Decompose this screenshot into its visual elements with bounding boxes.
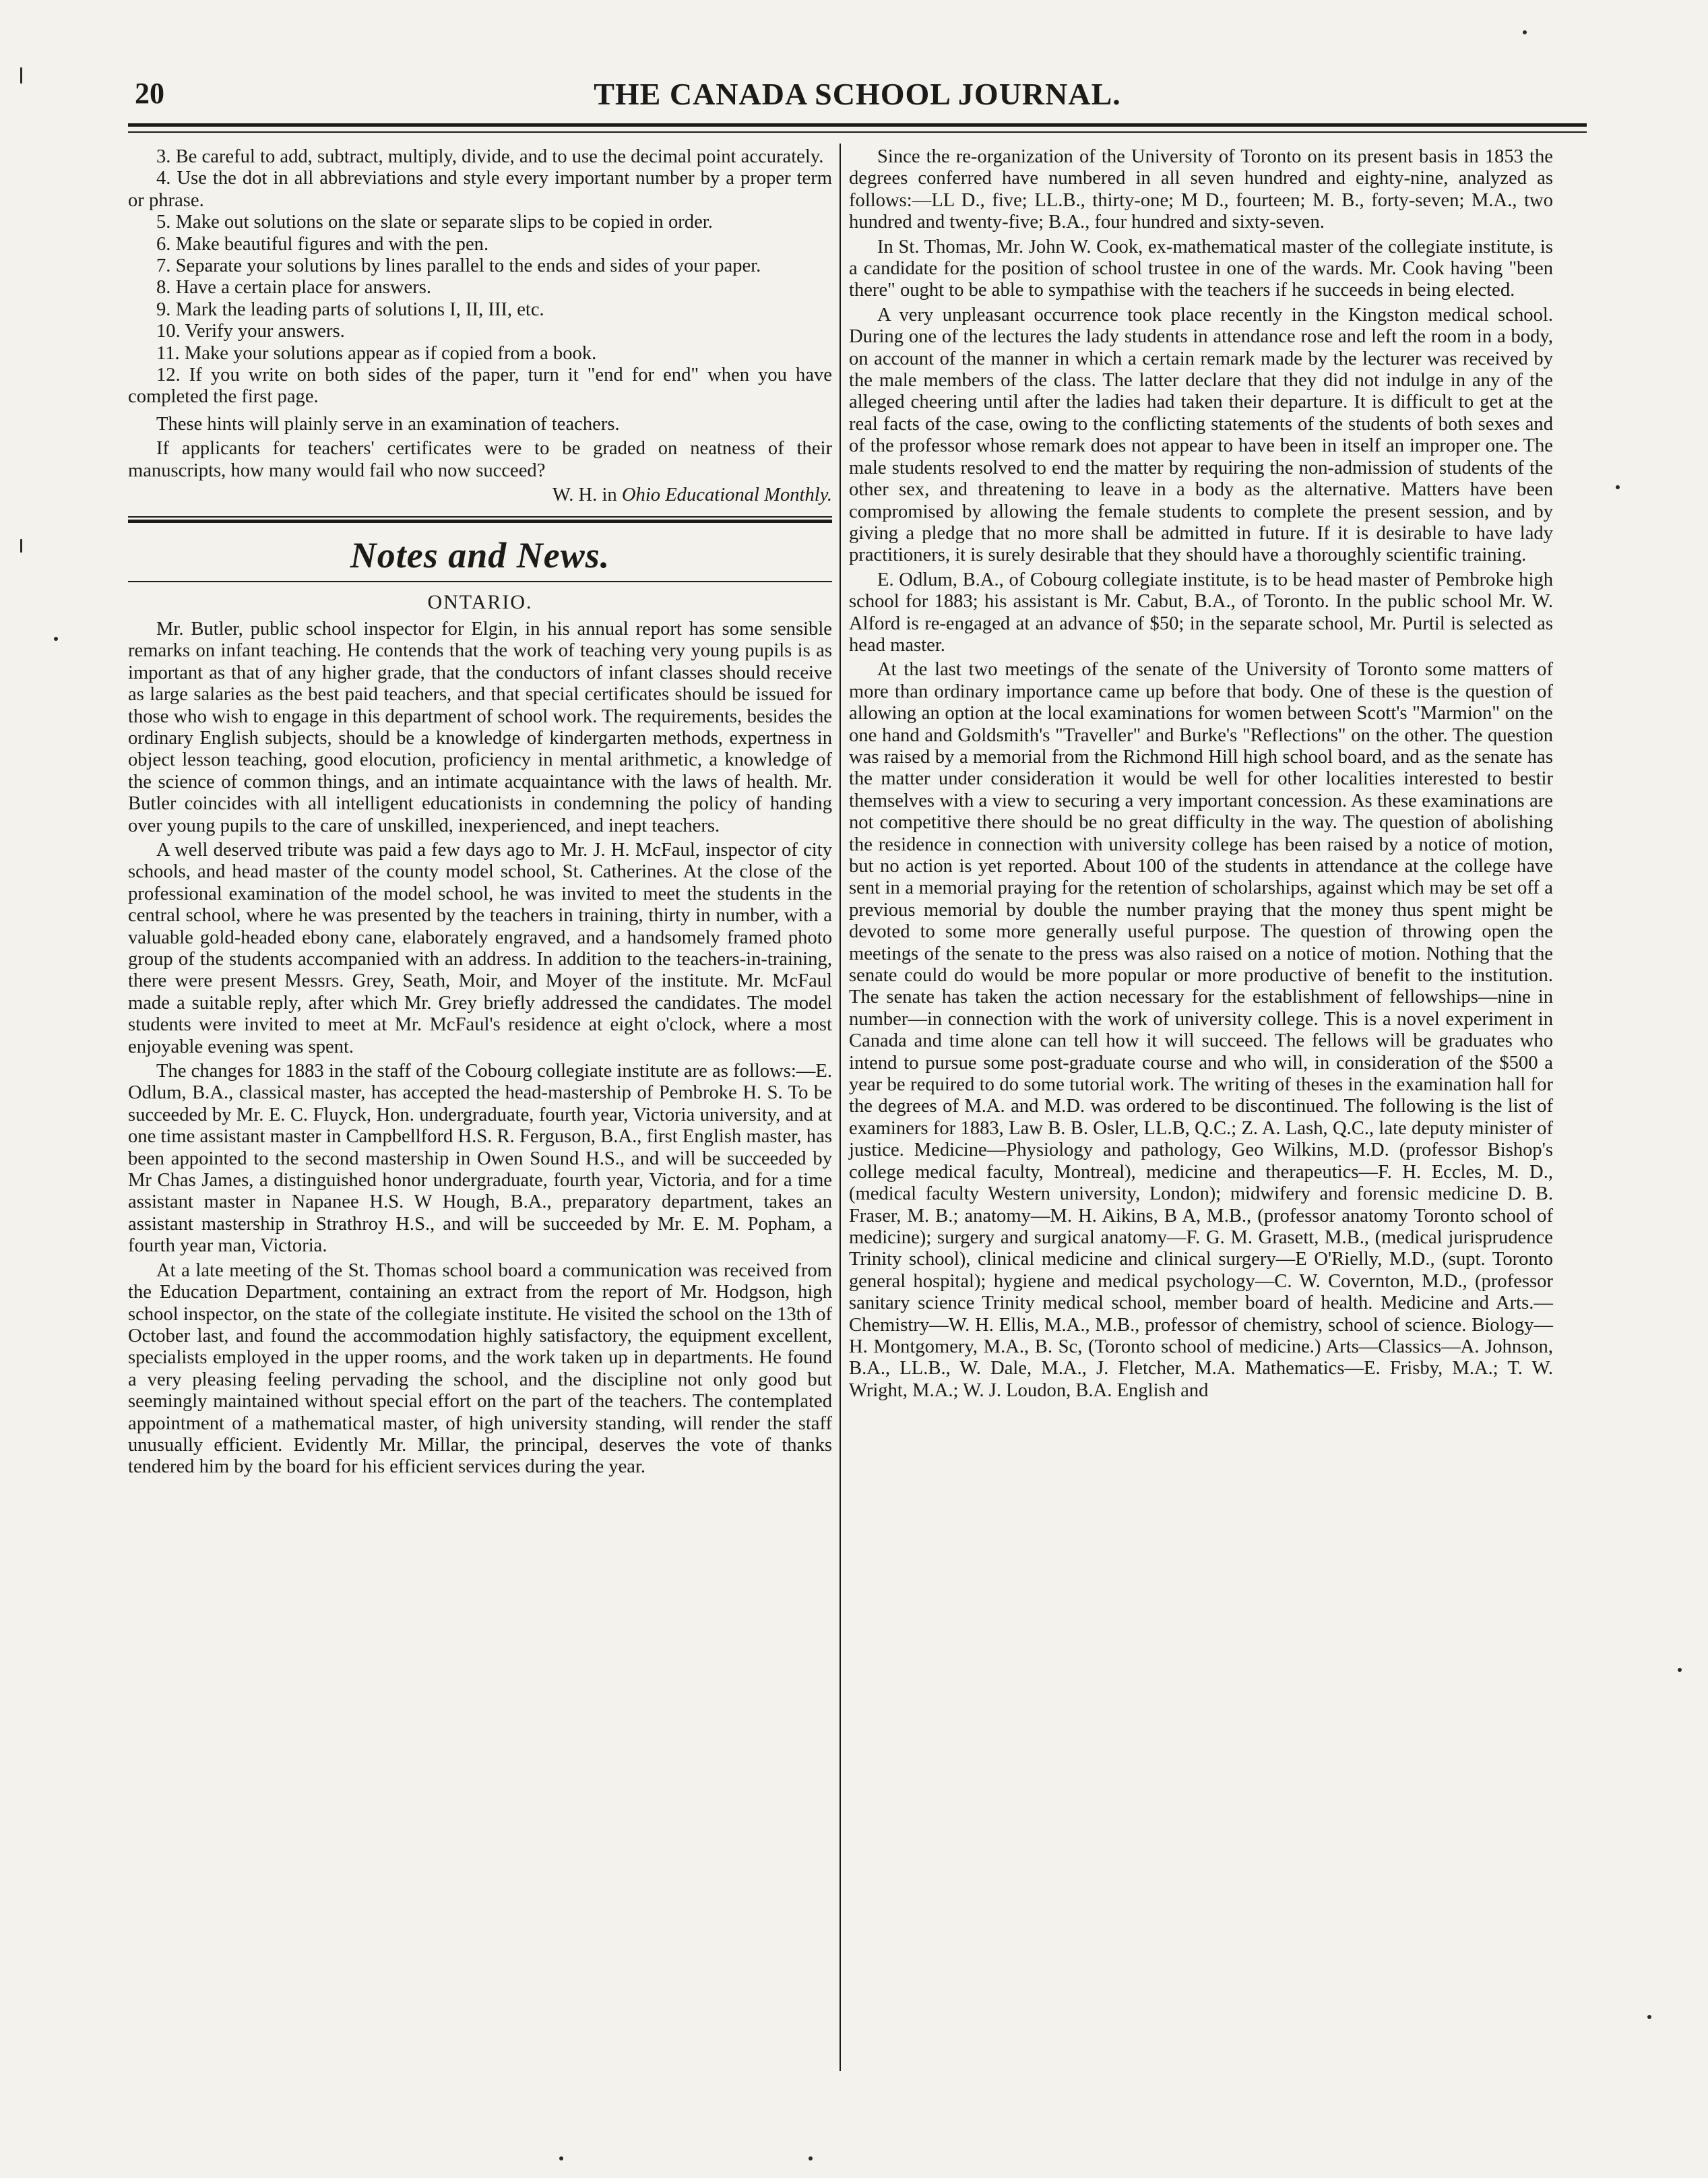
header-rule-thin: [128, 131, 1587, 133]
scan-speck: [1523, 30, 1527, 34]
news-paragraph: At the last two meetings of the senate of the University of Toronto some matters of more than ordinary importance came up before that body. One of these is the question of allowing an option at the local examinations for women between Scott's "Marmion" on the one hand and Goldsmith's "Traveller" and Burke's "Reflections" on the other. The question was raised by a memorial from the Richmond Hill high school board, and as the senate has the matter under consideration it would be well for other localities interested to bestir themselves with a view to securing a very important concession. As these examinations are not competitive there should be no great difficulty in the way. The question of abolishing the residence in connection with university college has been raised by a notice of motion, but no action is yet reported. About 100 of the students in attendance at the college have sent in a memorial praying for the retention of scholarships, against which may be set off a previous memorial by double the number praying that the money thus spent might be devoted to some more generally useful purpose. The question of throwing open the meetings of the senate to the press was also raised on a notice of motion. Nothing that the senate could do would be more popular or more productive of benefit to the institution. The senate has taken the action necessary for the establishment of fellowships—nine in number—in connection with the work of university college. This is a novel experiment in Canada and time alone can tell how it will succeed. The fellows will be graduates who intend to pursue some post-graduate course and who will, in consideration of the $500 a year be required to do some tutorial work. The writing of theses in the examination hall for the degrees of M.A. and M.D. was ordered to be discontinued. The following is the list of examiners for 1883, Law B. B. Osler, LL.B, Q.C.; Z. A. Lash, Q.C., late deputy minister of justice. Medicine—Physiology and pathology, Geo Wilkins, M.D. (professor Bishop's college medical faculty, Montreal), medicine and therapeutics—F. H. Eccles, M. D., (medical faculty Western university, London); midwifery and forensic medicine D. B. Fraser, M. B.; anatomy—M. H. Aikins, B A, M.B., (professor anatomy Toronto school of medicine); surgery and surgical anatomy—F. G. M. Grasett, M.B., (medical jurisprudence Trinity school), clinical medicine and clinical surgery—E O'Rielly, M.D., (supt. Toronto general hospital); hygiene and medical psychology—C. W. Covernton, M.D., (professor sanitary science Trinity medical school, member board of health. Medicine and Arts.—Chemistry—W. H. Ellis, M.A., M.B., professor of chemistry, school of science. Biology—H. Montgomery, M.A., B. Sc, (Toronto school of medicine.) Arts—Classics—A. Johnson, B.A., LL.B., W. Dale, M.A., J. Fletcher, M.A. Mathematics—E. Frisby, M.A.; T. W. Wright, M.A.; W. J. Loudon, B.A. English and: [849, 659, 1553, 1401]
hint-item: 6. Make beautiful figures and with the pen.: [156, 233, 489, 255]
scan-speck: [54, 637, 58, 641]
hint-item: 3. Be careful to add, subtract, multiply, divide, and to use the decimal point accurately.: [156, 146, 824, 167]
left-column: [128, 146, 832, 1481]
scan-speck: [809, 2156, 813, 2160]
closing-remark: These hints will plainly serve in an examination of teachers.: [156, 413, 620, 435]
hint-item: 9. Mark the leading parts of solutions I, II, III, etc.: [156, 299, 544, 320]
closing-question: If applicants for teachers' certificates were to be graded on neatness of their manuscripts, how many would fail who now succeed?: [128, 438, 832, 481]
scan-speck: [1647, 2015, 1651, 2019]
section-heading: Notes and News.: [350, 534, 610, 575]
scan-speck: [559, 2156, 563, 2160]
news-paragraph: The changes for 1883 in the staff of the Cobourg collegiate institute are as follows:—E. Odlum, B.A., classical master, has accepted the head-mastership of Pembroke H. S. To be succeeded by Mr. E. C. Fluyck, Hon. undergraduate, fourth year, Victoria university, and at one time assistant master in Campbellford H.S. R. Ferguson, B.A., first English master, has been appointed to the second mastership in Owen Sound H.S., and will be succeeded by Mr Chas James, a distinguished honor undergraduate, fourth year, Victoria, and for a time assistant master in Napanee H.S. W Hough, B.A., preparatory department, takes an assistant mastership in Strathroy H.S., and will be succeeded by Mr. E. M. Popham, a fourth year man, Victoria.: [128, 1061, 832, 1257]
page-number: 20: [135, 77, 164, 110]
news-paragraph: In St. Thomas, Mr. John W. Cook, ex-mathematical master of the collegiate institute, is a candidate for the position of school trustee in one of the wards. Mr. Cook having "been there" ought to be able to sympathise with the teachers if he succeeds in being elected.: [849, 236, 1553, 301]
journal-page: [128, 64, 1587, 2126]
article-attribution: [128, 485, 832, 506]
scan-speck: [1678, 1668, 1682, 1672]
hint-item: 10. Verify your answers.: [156, 321, 345, 342]
news-paragraph: E. Odlum, B.A., of Cobourg collegiate institute, is to be head master of Pembroke high school for 1883; his assistant is Mr. Cabut, B.A., of Toronto. In the public school Mr. W. Alford is re-engaged at an advance of $50; in the separate school, Mr. Purtil is selected as head master.: [849, 569, 1553, 656]
news-paragraph: Mr. Butler, public school inspector for Elgin, in his annual report has some sensible remarks on infant teaching. He contends that the work of teaching very young pupils is as important as that of any higher grade, that the conductors of infant classes should receive as large salaries as the best paid teachers, and that special certificates should be issued for those who wish to engage in this department of school work. The requirements, besides the ordinary English subjects, should be a knowledge of kindergarten methods, expertness in object lesson teaching, good elocution, proficiency in mental arithmetic, a knowledge of the science of common things, and an intimate acquaintance with the laws of health. Mr. Butler coincides with all intelligent educationists in condemning the policy of handing over young pupils to the care of unskilled, inexperienced, and inept teachers.: [128, 618, 832, 836]
scan-speck: [20, 67, 22, 84]
page-header: [128, 64, 1587, 118]
scan-speck: [20, 539, 22, 553]
right-column: [849, 146, 1553, 1404]
header-rule-thick: [128, 123, 1587, 127]
hint-item: 4. Use the dot in all abbreviations and style every important number by a proper term or phrase.: [128, 168, 832, 211]
section-rule-bottom: [128, 581, 832, 582]
attribution-author: W. H. in: [552, 485, 617, 506]
attribution-source: Ohio Educational Monthly.: [621, 485, 832, 506]
news-paragraph: A well deserved tribute was paid a few days ago to Mr. J. H. McFaul, inspector of city schools, and head master of the county model school, St. Catherines. At the close of the professional examination of the model school, he was invited to meet the students in the central school, where he was presented by the teachers in training, thirty in number, with a valuable gold-headed ebony cane, elaborately engraved, and a handsomely framed photo group of the students accompanied with an address. In addition to the teachers-in-training, there were present Messrs. Grey, Seath, Moir, and Moyer of the institute. Mr. McFaul made a suitable reply, after which Mr. Grey briefly addressed the candidates. The model students were invited to meet at Mr. McFaul's residence at eight o'clock, where a most enjoyable evening was spent.: [128, 839, 832, 1057]
hint-item: 7. Separate your solutions by lines parallel to the ends and sides of your paper.: [156, 255, 761, 277]
hint-item: 5. Make out solutions on the slate or separate slips to be copied in order.: [156, 212, 713, 233]
scan-speck: [1616, 485, 1620, 489]
section-rule-top: [128, 516, 832, 518]
hint-item: 12. If you write on both sides of the paper, turn it "end for end" when you have completed the first page.: [128, 365, 832, 408]
news-paragraph: At a late meeting of the St. Thomas school board a communication was received from the Education Department, containing an extract from the report of Mr. Hodgson, high school inspector, on the state of the collegiate institute. He visited the school on the 13th of October last, and found the accommodation highly satisfactory, the equipment excellent, specialists employed in the upper rooms, and the work taken up in departments. He found a very pleasing feeling pervading the school, and the discipline not only good but seemingly maintained without special effort on the part of the teachers. The contemplated appointment of a mathematical master, of high university standing, will render the staff unusually efficient. Evidently Mr. Millar, the principal, deserves the vote of thanks tendered him by the board for his efficient services during the year.: [128, 1259, 832, 1478]
column-divider: [840, 144, 841, 2071]
hint-item: 8. Have a certain place for answers.: [156, 277, 432, 299]
news-paragraph: A very unpleasant occurrence took place recently in the Kingston medical school. During one of the lectures the lady students in attendance rose and left the room in a body, on account of the manner in which a certain remark made by the lecturer was received by the male members of the class. The latter declare that they did not indulge in any of the alleged cheering until after the ladies had taken their departure. It is difficult to get at the real facts of the case, owing to the conflicting statements of the students of both sexes and of the professor whose remark does not appear to have been in itself an improper one. The male students resolved to end the matter by requiring the non-admission of students of the other sex, and threatening to leave in a body as the alternative. Matters have been compromised by allowing the female students to complete the present session, and by giving a pledge that no more shall be admitted in future. If it is desirable to have lady practitioners, it is surely desirable that they should have a thoroughly scientific training.: [849, 304, 1553, 566]
journal-title: THE CANADA SCHOOL JOURNAL.: [594, 77, 1121, 111]
news-paragraph: Since the re-organization of the University of Toronto on its present basis in 1853 the degrees conferred have numbered in all seven hundred and eighty-nine, analyzed as follows:—LL D., five; LL.B., thirty-one; M D., fourteen; M. B., forty-seven; M.A., two hundred and twenty-five; B.A., four hundred and sixty-seven.: [849, 146, 1553, 233]
section-subheading: ONTARIO.: [427, 590, 533, 613]
hint-item: 11. Make your solutions appear as if copied from a book.: [156, 342, 597, 364]
section-rule-thick: [128, 520, 832, 523]
